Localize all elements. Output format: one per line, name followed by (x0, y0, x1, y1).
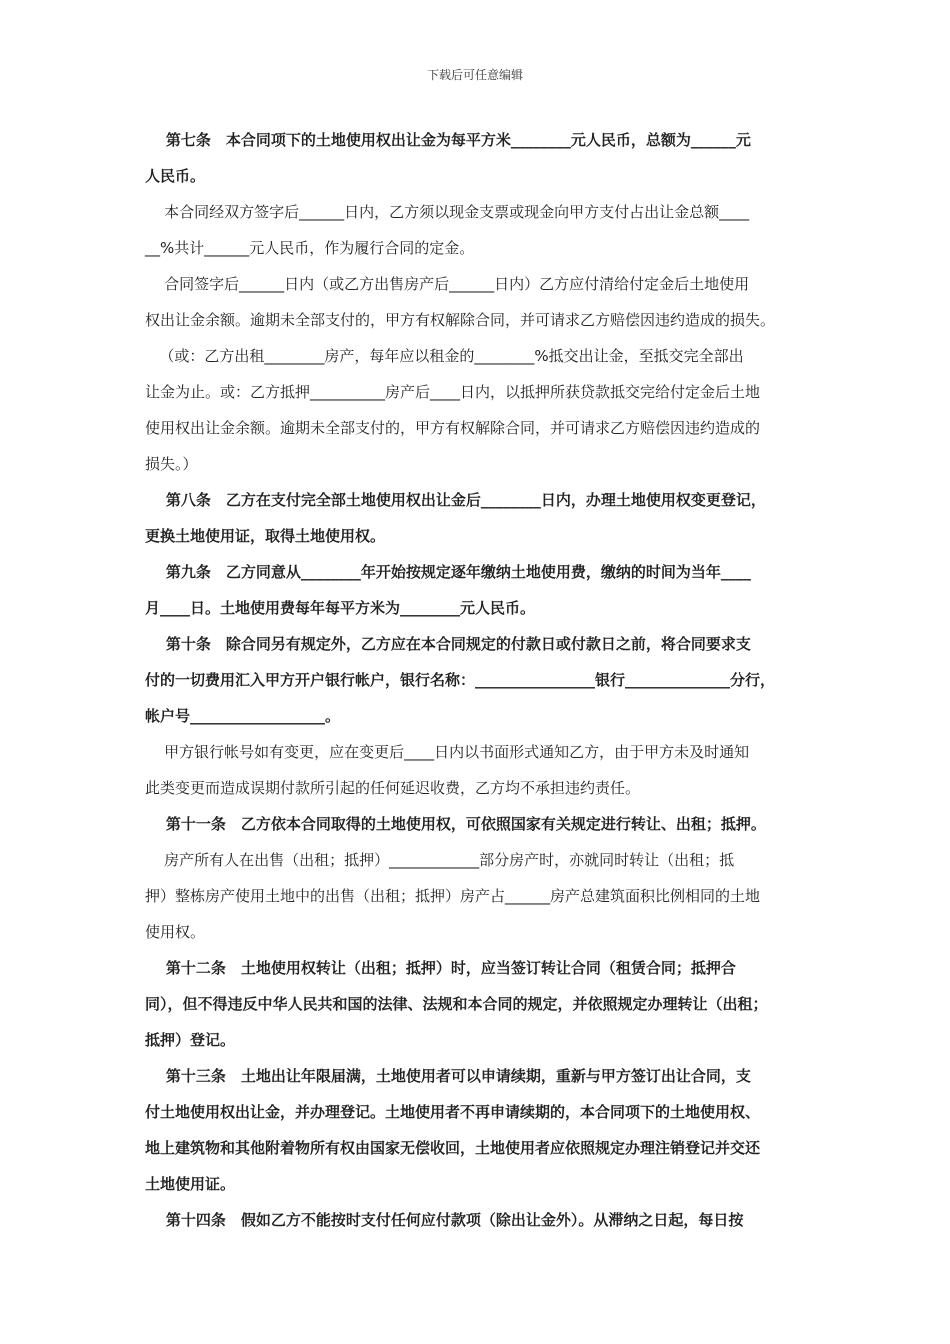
text-line: 此类变更而造成误期付款所引起的任何延迟收费，乙方均不承担违约责任。 (145, 779, 641, 797)
text-line: 更换土地使用证，取得土地使用权。 (145, 527, 386, 545)
text-line: 损失。） (145, 455, 198, 473)
text-line: 付的一切费用汇入甲方开户银行帐户，银行名称：________________银行______________分行， (145, 671, 776, 689)
text-line: 帐户号__________________。 (145, 707, 341, 725)
text-line: 让金为止。或：乙方抵押__________房产后____日内，以抵押所获贷款抵交完给付定金后土地 (145, 383, 761, 401)
text-line: 甲方银行帐号如有变更，应在变更后____日内以书面形式通知乙方，由于甲方未及时通知 (145, 743, 750, 761)
text-line: 使用权。 (145, 923, 206, 941)
text-line: 付土地使用权出让金，并办理登记。土地使用者不再申请续期的，本合同项下的土地使用权、 (145, 1103, 761, 1121)
text-line: 第十一条 乙方依本合同取得的土地使用权，可依照国家有关规定进行转让、出租；抵押。 (145, 815, 766, 833)
text-line: 第十三条 土地出让年限届满，土地使用者可以申请续期，重新与甲方签订出让合同，支 (145, 1067, 751, 1085)
text-line: 抵押）登记。 (145, 1031, 236, 1049)
text-line: 房产所有人在出售（出租；抵押）____________部分房产时，亦就同时转让（出租；抵 (145, 851, 735, 869)
text-line: 权出让金余额。逾期未全部支付的，甲方有权解除合同，并可请求乙方赔偿因违约造成的损失。 (145, 311, 776, 329)
text-line: 第九条 乙方同意从________年开始按规定逐年缴纳土地使用费，缴纳的时间为当年____ (145, 563, 751, 581)
text-line: 土地使用证。 (145, 1175, 236, 1193)
text-line: 月____日。土地使用费每年每平方米为________元人民币。 (145, 599, 536, 617)
text-line: __%共计______元人民币，作为履行合同的定金。 (145, 239, 475, 257)
document-body (145, 122, 805, 1238)
text-line: 合同签字后______日内（或乙方出售房产后______日内）乙方应付清给付定金后土地使用 (145, 275, 750, 293)
text-line: 第十四条 假如乙方不能按时支付任何应付款项（除出让金外）。从滞纳之日起，每日按 (145, 1211, 744, 1229)
text-line: 第七条 本合同项下的土地使用权出让金为每平方米________元人民币，总额为______元 (145, 131, 751, 149)
text-line: 人民币。 (145, 167, 206, 185)
text-line: 第十条 除合同另有规定外，乙方应在本合同规定的付款日或付款日之前，将合同要求支 (145, 635, 751, 653)
text-line: 押）整栋房产使用土地中的出售（出租；抵押）房产占______房产总建筑面积比例相同的土地 (145, 887, 761, 905)
text-line: 使用权出让金余额。逾期未全部支付的，甲方有权解除合同，并可请求乙方赔偿因违约造成的 (145, 419, 761, 437)
text-line: 同），但不得违反中华人民共和国的法律、法规和本合同的规定，并依照规定办理转让（出租； (145, 995, 768, 1013)
page-header: 下载后可任意编辑 (426, 68, 523, 82)
text-line: （或：乙方出租________房产，每年应以租金的________%抵交出让金，至抵交完全部出 (145, 347, 744, 365)
text-line: 第八条 乙方在支付完全部土地使用权出让金后________日内，办理土地使用权变更登记， (145, 491, 766, 509)
text-line: 本合同经双方签字后______日内，乙方须以现金支票或现金向甲方支付占出让金总额____ (145, 203, 750, 221)
text-line: 地上建筑物和其他附着物所有权由国家无偿收回，土地使用者应依照规定办理注销登记并交还 (145, 1139, 761, 1157)
text-line: 第十二条 土地使用权转让（出租；抵押）时，应当签订转让合同（租赁合同；抵押合 (145, 959, 736, 977)
